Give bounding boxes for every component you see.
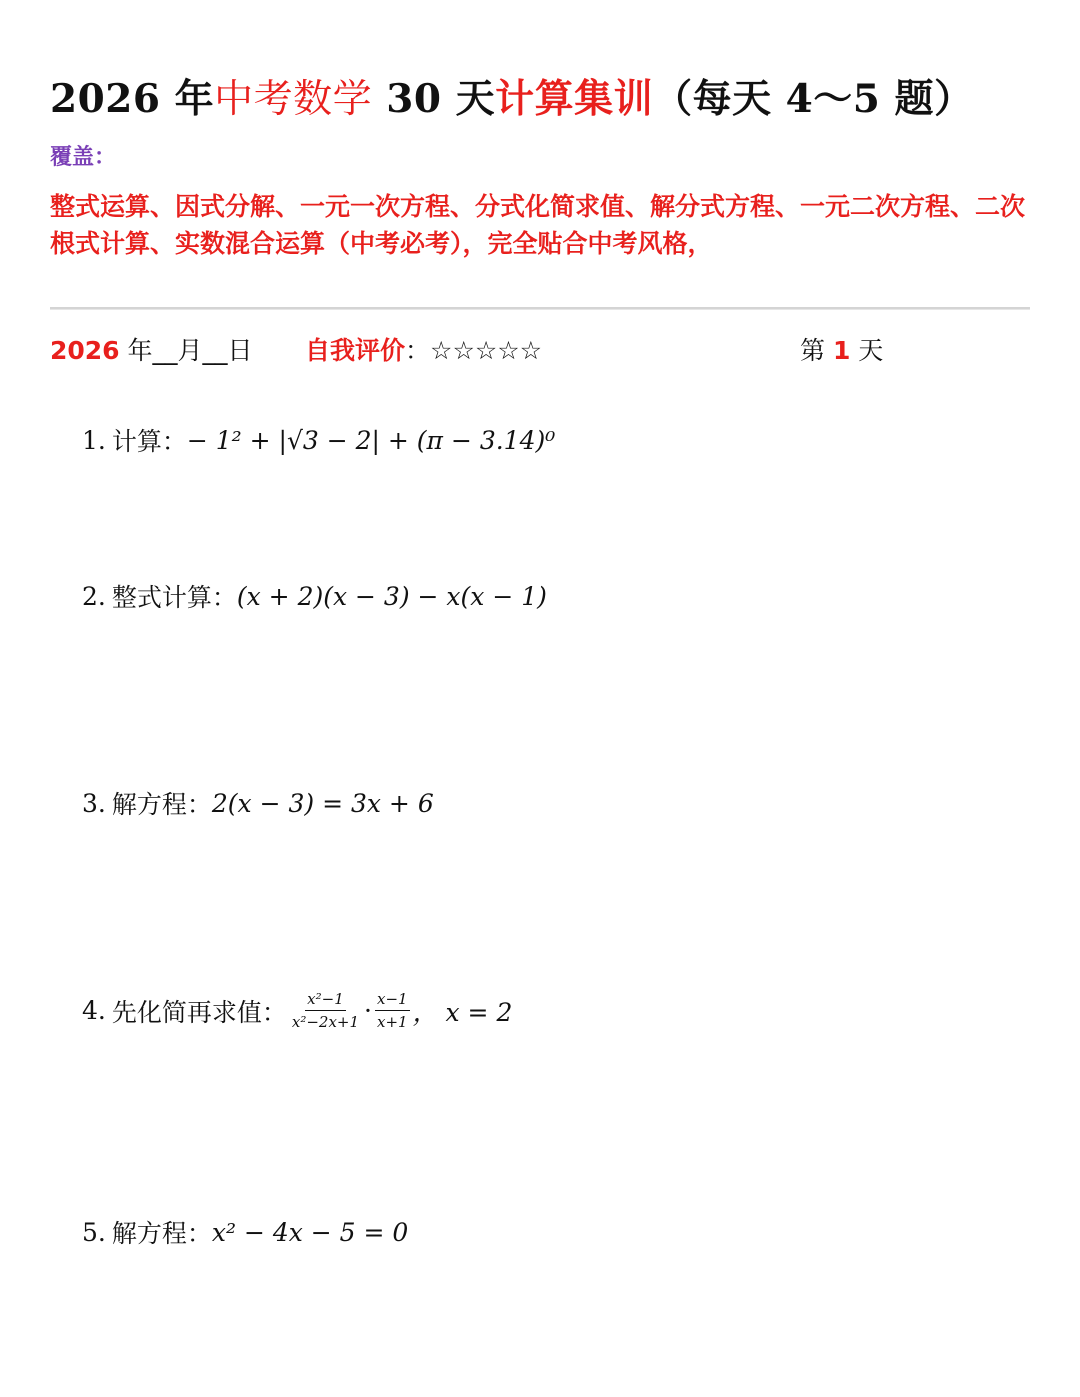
date-blank: 年__月__日 [119,336,253,365]
page-title [50,68,974,124]
question-expression: (x + 2)(x − 3) − x(x − 1) [236,581,547,611]
question-5 [82,1214,408,1250]
fraction-1 [290,990,361,1031]
question-label: 整式计算： [111,583,237,612]
self-evaluation [305,331,542,367]
question-number: 2. [82,581,106,611]
question-value: ， x = 2 [412,997,513,1027]
self-evaluation-label: 自我评价 [305,336,406,365]
question-expression: 2(x − 3) = 3x + 6 [211,788,434,818]
question-number: 5. [82,1217,106,1247]
title-days: 30 天 [372,76,496,122]
title-year: 2026 年 [50,76,215,122]
multiply-dot: · [364,996,372,1025]
fraction-2 [375,990,410,1031]
question-1 [82,422,555,458]
day-prefix: 第 [800,336,833,365]
question-label: 解方程： [111,790,212,819]
question-number: 1. [82,425,106,455]
title-training: 计算集训 [495,76,654,122]
date-year: 2026 [50,336,120,365]
question-2 [82,578,547,614]
title-per-day: （每天 4～5 题） [653,76,974,122]
coverage-label: 覆盖： [50,145,117,170]
question-label: 先化简再求值： [111,997,287,1027]
coverage-topics: 整式运算、因式分解、一元一次方程、分式化简求值、解分式方程、一元二次方程、二次根式计算、实数混合运算（中考必考），完全贴合中考风格， [50,192,1026,258]
question-number: 4. [82,996,106,1025]
question-label: 计算： [111,427,187,456]
question-number: 3. [82,788,106,818]
day-suffix: 天 [850,336,884,365]
fraction-2-numerator: x−1 [375,990,410,1011]
question-expression: − 1² + |√3 − 2| + (π − 3.14)⁰ [186,425,556,455]
star-rating[interactable]: ☆☆☆☆☆ [430,336,543,365]
self-evaluation-colon: ： [405,336,431,365]
fraction-1-denominator: x²−2x+1 [291,1013,360,1031]
question-label: 解方程： [111,1219,212,1248]
fraction-1-numerator: x²−1 [305,990,346,1011]
date-field [50,331,253,367]
fraction-2-denominator: x+1 [376,1013,408,1031]
day-indicator [800,331,883,367]
question-expression: x² − 4x − 5 = 0 [211,1217,409,1247]
question-4 [82,990,512,1031]
divider [50,307,1030,310]
question-3 [82,785,434,821]
title-subject: 中考数学 [214,77,373,122]
day-number: 1 [832,336,851,365]
